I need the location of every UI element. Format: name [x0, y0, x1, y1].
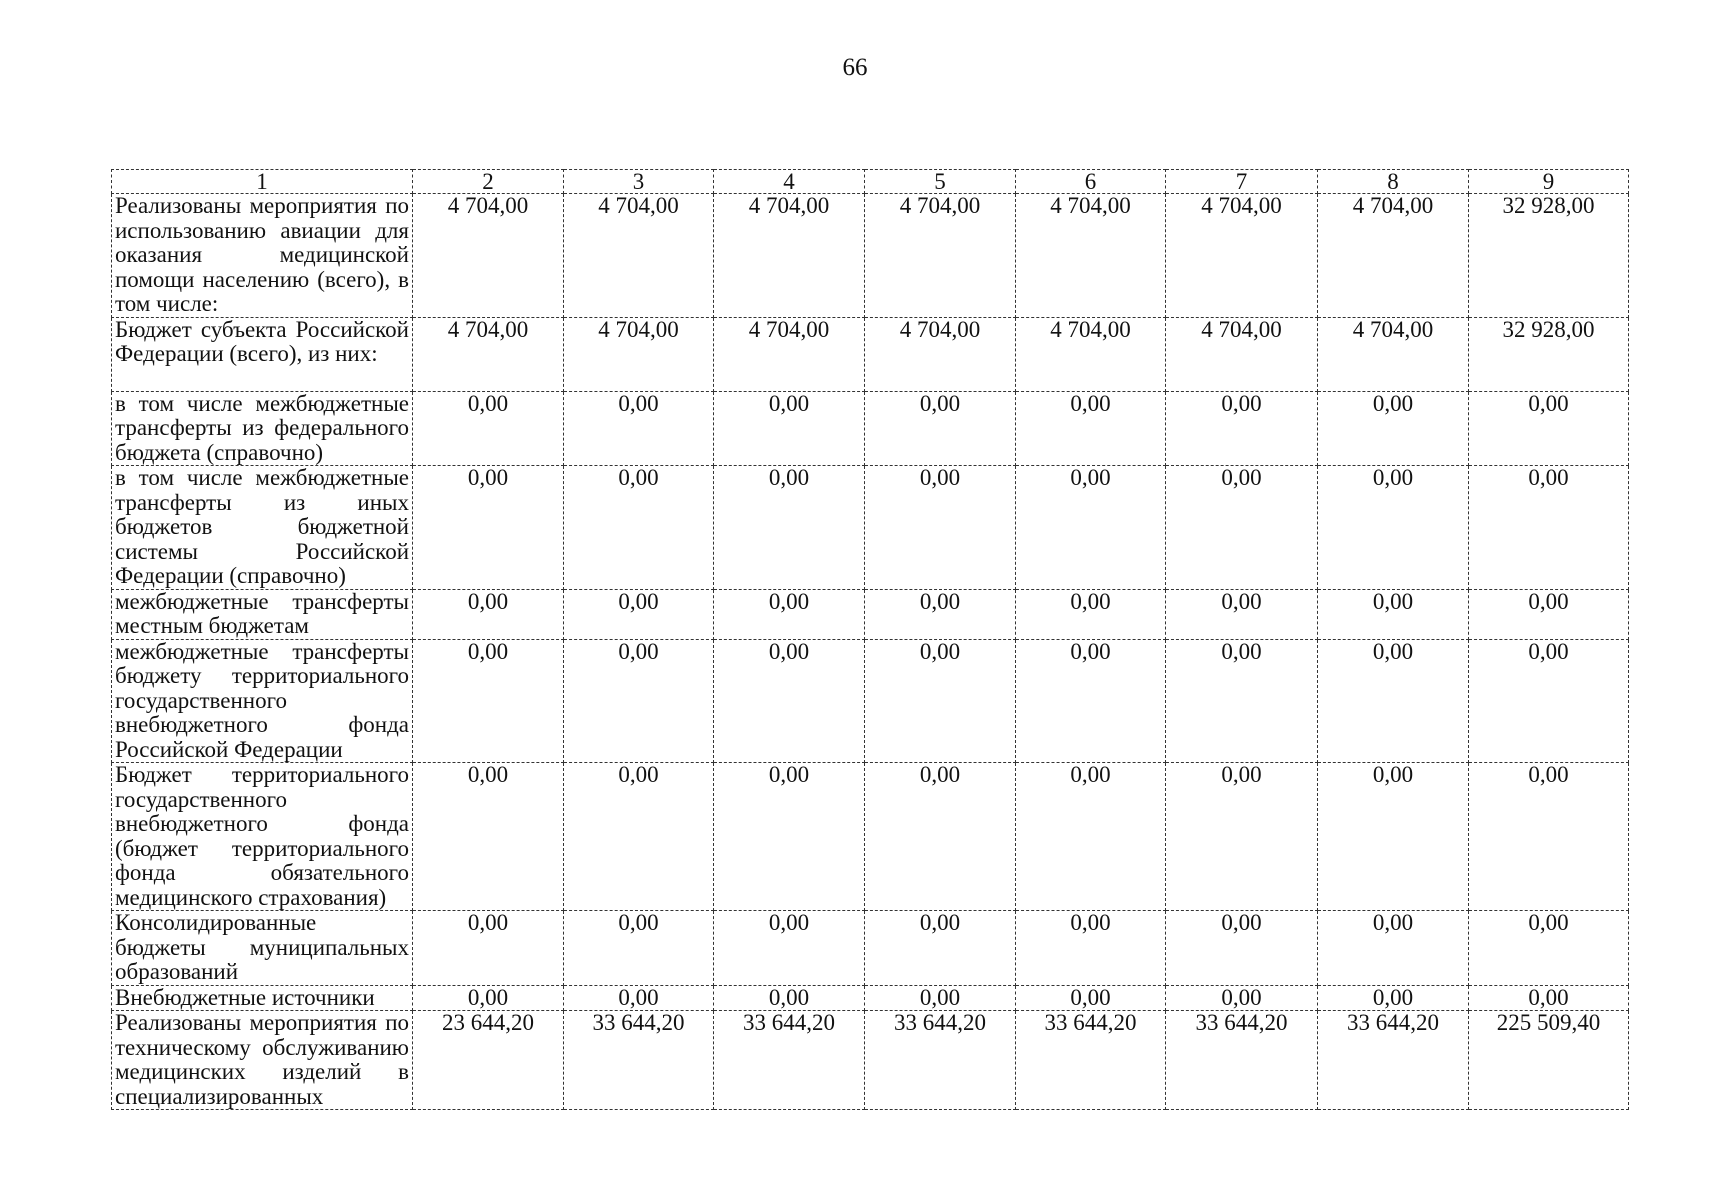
- table-cell: 0,00: [1016, 985, 1166, 1011]
- table-row: [112, 639, 1629, 763]
- column-header: 3: [564, 170, 714, 194]
- column-header: 7: [1166, 170, 1318, 194]
- table-cell: 0,00: [1469, 985, 1629, 1011]
- table-cell: 0,00: [714, 985, 865, 1011]
- table-cell: 0,00: [564, 985, 714, 1011]
- table-cell: 4 704,00: [714, 194, 865, 318]
- table-cell: 0,00: [1318, 639, 1469, 763]
- table-cell: 4 704,00: [1016, 194, 1166, 318]
- table-cell: 0,00: [714, 763, 865, 911]
- table-cell: 0,00: [564, 639, 714, 763]
- table-cell: 0,00: [1166, 589, 1318, 639]
- table-cell: 0,00: [1318, 911, 1469, 986]
- table-cell: 4 704,00: [1166, 317, 1318, 391]
- row-label: межбюджетные трансферты бюджету территориального государственного внебюджетного фонда Российской Федерации: [112, 639, 413, 763]
- table-cell: 0,00: [1016, 466, 1166, 590]
- table-cell: 0,00: [714, 466, 865, 590]
- table-cell: 4 704,00: [413, 317, 564, 391]
- row-label: в том числе межбюджетные трансферты из иных бюджетов бюджетной системы Российской Федерации (справочно): [112, 466, 413, 590]
- table-cell: 225 509,40: [1469, 1011, 1629, 1110]
- table-cell: 0,00: [1469, 391, 1629, 466]
- table-row: [112, 589, 1629, 639]
- table-cell: 4 704,00: [1318, 317, 1469, 391]
- column-header: 6: [1016, 170, 1166, 194]
- table-row: [112, 194, 1629, 318]
- table-cell: 0,00: [413, 763, 564, 911]
- table-cell: 4 704,00: [564, 194, 714, 318]
- budget-table: [111, 169, 1629, 1110]
- table-cell: 33 644,20: [1318, 1011, 1469, 1110]
- table-cell: 0,00: [1318, 763, 1469, 911]
- table-cell: 4 704,00: [1016, 317, 1166, 391]
- column-header: 4: [714, 170, 865, 194]
- table-cell: 0,00: [714, 911, 865, 986]
- table-cell: 0,00: [564, 391, 714, 466]
- table-row: [112, 1011, 1629, 1110]
- table-cell: 32 928,00: [1469, 194, 1629, 318]
- table-cell: 33 644,20: [564, 1011, 714, 1110]
- table-cell: 0,00: [413, 911, 564, 986]
- header-row: [112, 170, 1629, 194]
- table-cell: 0,00: [1166, 763, 1318, 911]
- table-cell: 0,00: [1469, 466, 1629, 590]
- column-header: 2: [413, 170, 564, 194]
- table-cell: 0,00: [865, 985, 1016, 1011]
- table-cell: 0,00: [1166, 391, 1318, 466]
- table-cell: 33 644,20: [1016, 1011, 1166, 1110]
- table-cell: 4 704,00: [1166, 194, 1318, 318]
- table-row: [112, 911, 1629, 986]
- table-cell: 32 928,00: [1469, 317, 1629, 391]
- table-cell: 0,00: [1016, 763, 1166, 911]
- table-cell: 0,00: [413, 639, 564, 763]
- table-cell: 33 644,20: [865, 1011, 1016, 1110]
- row-label: Реализованы мероприятия по использованию авиации для оказания медицинской помощи населению (всего), в том числе:: [112, 194, 413, 318]
- table-cell: 0,00: [1318, 985, 1469, 1011]
- column-header: 1: [112, 170, 413, 194]
- table-cell: 0,00: [1016, 639, 1166, 763]
- row-label: Консолидированные бюджеты муниципальных образований: [112, 911, 413, 986]
- table-cell: 0,00: [1469, 639, 1629, 763]
- row-label: Бюджет субъекта Российской Федерации (всего), из них:: [112, 317, 413, 391]
- table-cell: 0,00: [1318, 589, 1469, 639]
- row-label: в том числе межбюджетные трансферты из федерального бюджета (справочно): [112, 391, 413, 466]
- table-cell: 33 644,20: [714, 1011, 865, 1110]
- table-cell: 0,00: [1016, 589, 1166, 639]
- row-label: Реализованы мероприятия по техническому обслуживанию медицинских изделий в специализированных: [112, 1011, 413, 1110]
- row-label: Внебюджетные источники: [112, 985, 413, 1011]
- table-cell: 0,00: [413, 589, 564, 639]
- column-header: 9: [1469, 170, 1629, 194]
- table-cell: 23 644,20: [413, 1011, 564, 1110]
- table-cell: 4 704,00: [1318, 194, 1469, 318]
- row-label: Бюджет территориального государственного внебюджетного фонда (бюджет территориального фонда обязательного медицинского страхования): [112, 763, 413, 911]
- table-cell: 0,00: [714, 589, 865, 639]
- table-cell: 0,00: [1166, 466, 1318, 590]
- table-cell: 0,00: [1318, 466, 1469, 590]
- table-cell: 4 704,00: [714, 317, 865, 391]
- table-row: [112, 317, 1629, 391]
- table-cell: 0,00: [564, 466, 714, 590]
- column-header: 5: [865, 170, 1016, 194]
- table-cell: 0,00: [1469, 589, 1629, 639]
- table-cell: 0,00: [1469, 911, 1629, 986]
- table-cell: 0,00: [865, 391, 1016, 466]
- row-label: межбюджетные трансферты местным бюджетам: [112, 589, 413, 639]
- table-cell: 0,00: [1016, 911, 1166, 986]
- table-cell: 0,00: [413, 391, 564, 466]
- table-cell: 0,00: [1318, 391, 1469, 466]
- table-cell: 4 704,00: [865, 317, 1016, 391]
- table-cell: 0,00: [865, 639, 1016, 763]
- table-cell: 0,00: [564, 911, 714, 986]
- table-cell: 0,00: [1166, 911, 1318, 986]
- table-cell: 0,00: [413, 466, 564, 590]
- table-row: [112, 391, 1629, 466]
- table-row: [112, 985, 1629, 1011]
- table-cell: 0,00: [413, 985, 564, 1011]
- table-cell: 0,00: [865, 466, 1016, 590]
- table-cell: 0,00: [714, 391, 865, 466]
- table-cell: 4 704,00: [413, 194, 564, 318]
- table-cell: 0,00: [865, 589, 1016, 639]
- table-cell: 0,00: [714, 639, 865, 763]
- table-row: [112, 466, 1629, 590]
- table-cell: 0,00: [564, 763, 714, 911]
- table-cell: 0,00: [865, 763, 1016, 911]
- table-cell: 0,00: [1166, 985, 1318, 1011]
- table-cell: 0,00: [1016, 391, 1166, 466]
- table-cell: 0,00: [564, 589, 714, 639]
- table-cell: 0,00: [1469, 763, 1629, 911]
- page-number: 66: [842, 54, 868, 81]
- table-cell: 0,00: [1166, 639, 1318, 763]
- table-cell: 0,00: [865, 911, 1016, 986]
- table-cell: 33 644,20: [1166, 1011, 1318, 1110]
- table-row: [112, 763, 1629, 911]
- table-cell: 4 704,00: [865, 194, 1016, 318]
- table-cell: 4 704,00: [564, 317, 714, 391]
- column-header: 8: [1318, 170, 1469, 194]
